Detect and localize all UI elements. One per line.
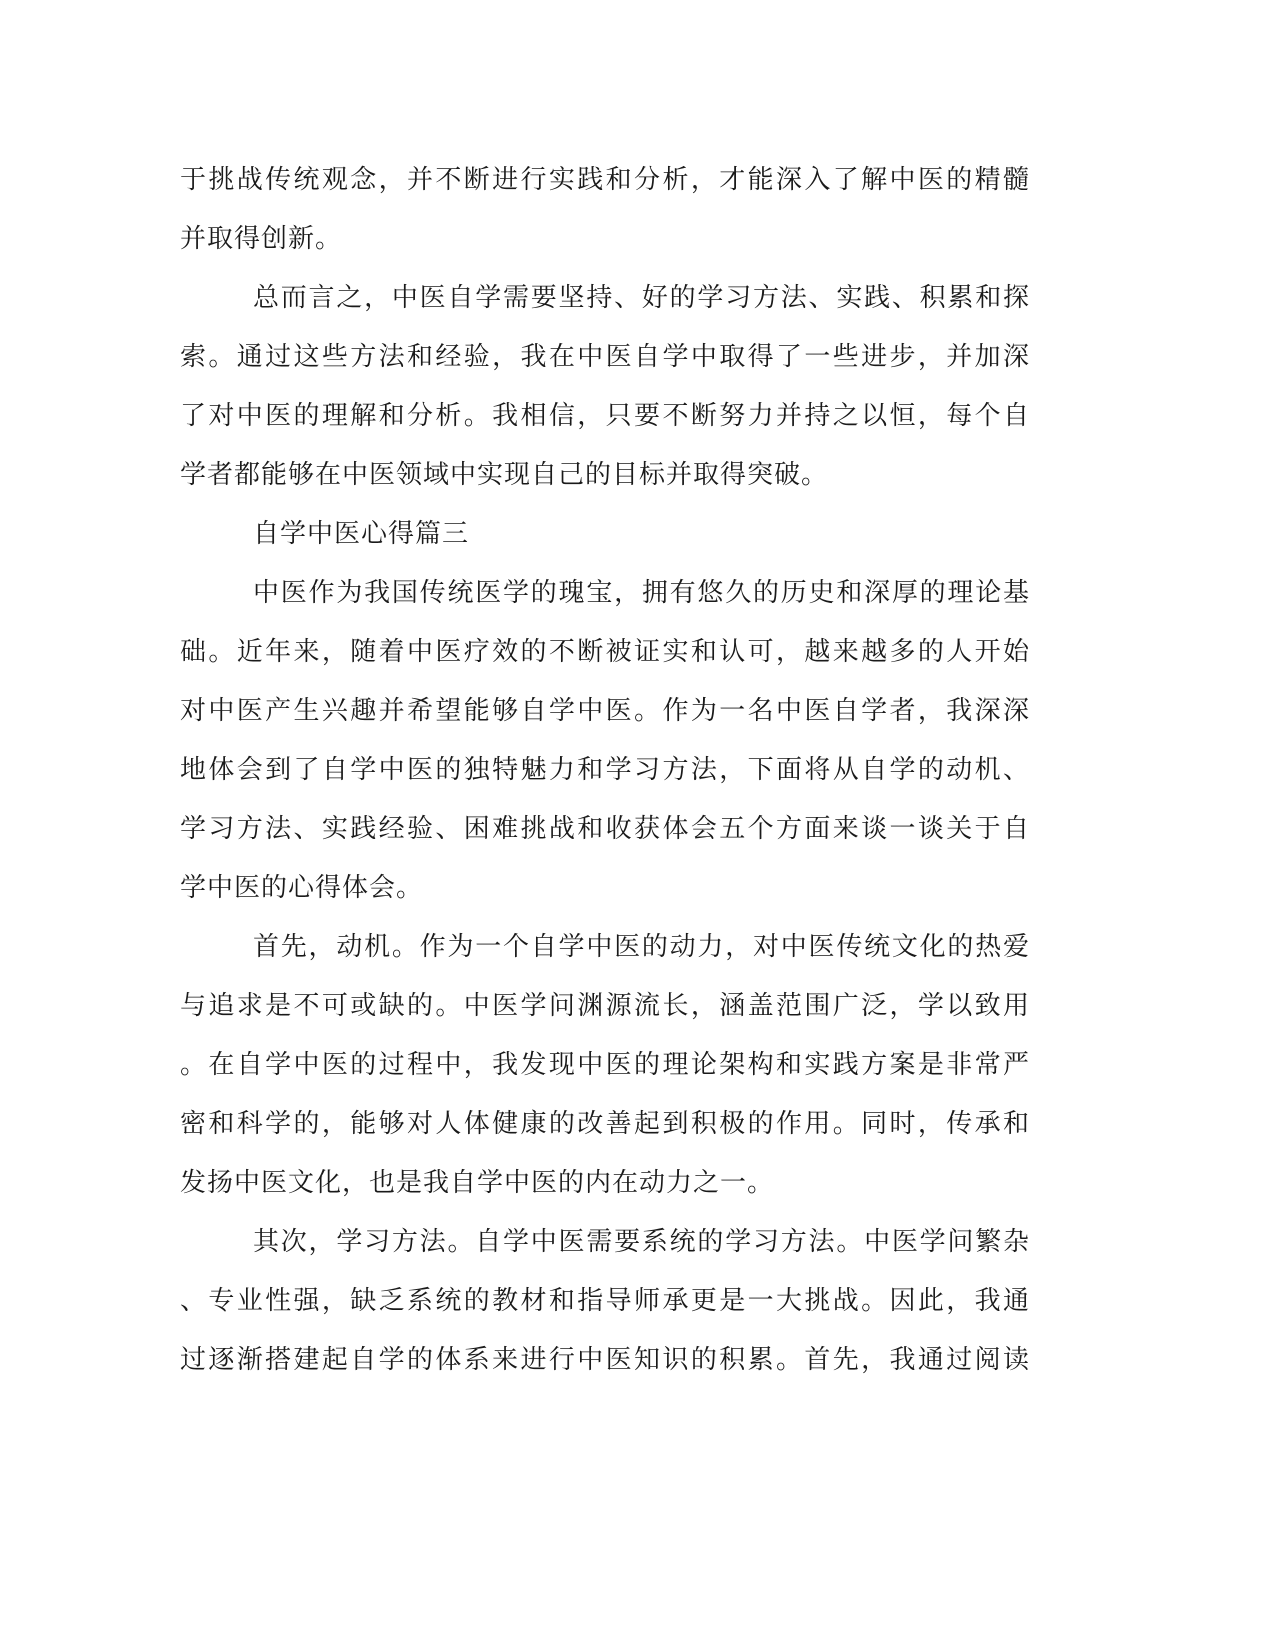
section-heading: 自学中医心得篇三	[253, 519, 470, 549]
text-line: 了对中医的理解和分析。我相信，只要不断努力并持之以恒，每个自	[180, 401, 1030, 431]
paragraph-first-line: 首先，动机。作为一个自学中医的动力，对中医传统文化的热爱	[253, 932, 1030, 962]
text-line: 学者都能够在中医领域中实现自己的目标并取得突破。	[180, 460, 829, 490]
text-line: 对中医产生兴趣并希望能够自学中医。作为一名中医自学者，我深深	[180, 696, 1030, 726]
text-line: 与追求是不可或缺的。中医学问渊源流长，涵盖范围广泛，学以致用	[180, 991, 1030, 1021]
paragraph-first-line: 中医作为我国传统医学的瑰宝，拥有悠久的历史和深厚的理论基	[253, 578, 1030, 608]
text-line: 础。近年来，随着中医疗效的不断被证实和认可，越来越多的人开始	[180, 637, 1030, 667]
paragraph-first-line: 其次，学习方法。自学中医需要系统的学习方法。中医学问繁杂	[253, 1227, 1030, 1257]
text-line: 发扬中医文化，也是我自学中医的内在动力之一。	[180, 1168, 775, 1198]
text-line: 于挑战传统观念，并不断进行实践和分析，才能深入了解中医的精髓	[180, 165, 1030, 195]
text-line: 。在自学中医的过程中，我发现中医的理论架构和实践方案是非常严	[180, 1050, 1030, 1080]
paragraph-first-line: 总而言之，中医自学需要坚持、好的学习方法、实践、积累和探	[253, 283, 1030, 313]
text-line: 密和科学的，能够对人体健康的改善起到积极的作用。同时，传承和	[180, 1109, 1030, 1139]
text-line: 、专业性强，缺乏系统的教材和指导师承更是一大挑战。因此，我通	[180, 1286, 1030, 1316]
text-line: 索。通过这些方法和经验，我在中医自学中取得了一些进步，并加深	[180, 342, 1030, 372]
text-line: 学中医的心得体会。	[180, 873, 424, 903]
text-line: 学习方法、实践经验、困难挑战和收获体会五个方面来谈一谈关于自	[180, 814, 1030, 844]
text-line: 过逐渐搭建起自学的体系来进行中医知识的积累。首先，我通过阅读	[180, 1345, 1030, 1375]
text-line: 地体会到了自学中医的独特魅力和学习方法，下面将从自学的动机、	[180, 755, 1030, 785]
text-line: 并取得创新。	[180, 224, 343, 254]
